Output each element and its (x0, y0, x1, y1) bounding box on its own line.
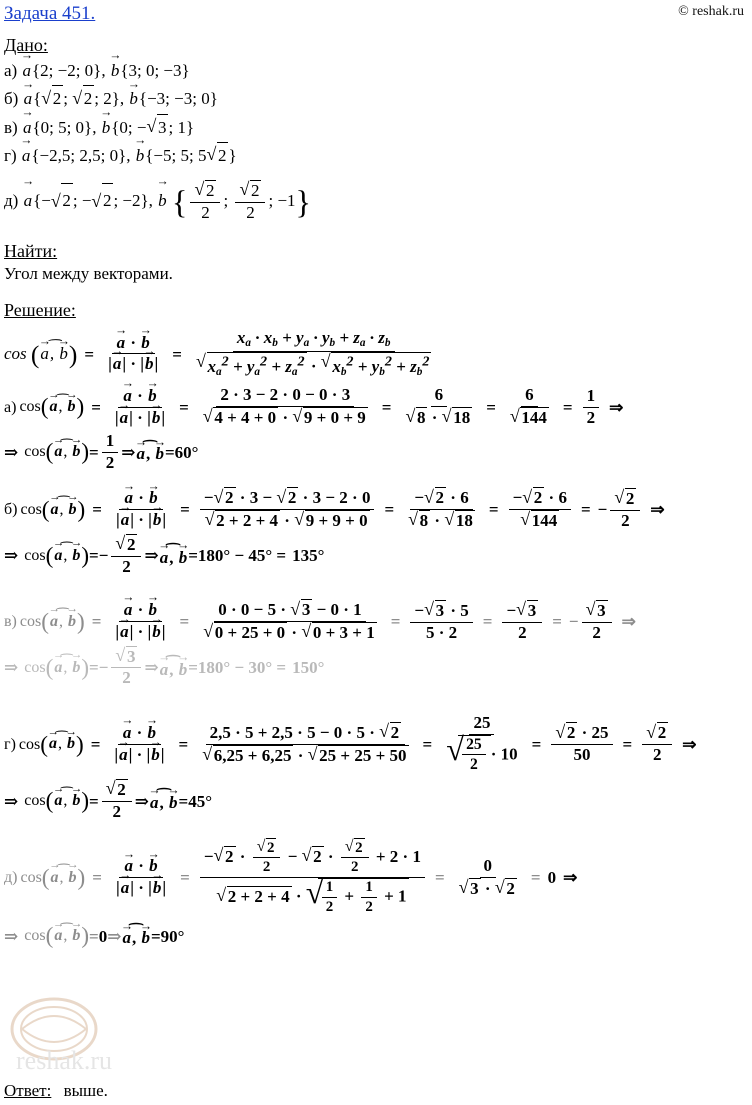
solution-row-d: д) cos(⌢ a →, b →) = $\frac{a \to \cdot b \to}{|a \to| \cdot |b \to|}$ = − √ 2 · √ $\frac{2}{2}$ − √ 2 · √ $\frac{2}{2}$ + 2 · 1 √ 2 + 2 + 4 · √ $\frac{1}{2}$ + $\frac{1}{2}$ + 1 = 0 √ 3 · √ 2 = 0 ⇒ (4, 839, 752, 917)
given-heading: Дано: (4, 35, 48, 55)
solution-a-result: $\frac{1}{2}$ (583, 386, 600, 428)
solution-d-step2: 0 √ 3 · √ 2 (455, 856, 521, 899)
solution-g-result: √ $\frac{2}{2}$ (642, 722, 672, 765)
solution-row-g: г) cos(⌢ a →, b →) = $\frac{a \to \cdot b \to}{|a \to| \cdot |b \to|}$ = 2,5 · 5 + 2,5 · 5 − 0 · 5 · √ 2 √ 6,25 + 6,25 · √ 25 + 25 + 50 = 25 √ $\frac{25}{2}$ · 10 = √ $\frac{2 \cdot 25}{50}$ = √ $\frac{2}{2}$ ⇒ (4, 714, 752, 776)
conclusion-d: ⇒ cos(⌢ a →, b →) = 0 ⇒ ⌢ a →, b → = 90° (4, 923, 752, 950)
solution-key-a: а) (4, 398, 17, 416)
solution-d-step1: − √ 2 · √ $\frac{2}{2}$ − √ 2 · √ $\frac{2}{2}$ + 2 · 1 √ 2 + 2 + 4 · √ $\frac{1}{2}$ + $\frac{1}{2}$ + 1 (200, 839, 425, 917)
solution-a-den-right: 9 + 0 + 9 (303, 408, 366, 428)
solution-a-num: 2 · 3 − 2 · 0 − 0 · 3 (216, 385, 354, 407)
solution-v-step2: $\frac{- √ 3 \cdot 5}{5 \cdot 2}$ (410, 600, 472, 643)
solution-v-step1: 0 · 0 − 5 · √ 3 − 0 · 1 √ 0 + 25 + 0 · √ 0 + 3 + 1 (199, 599, 380, 643)
angle-expr-v: 180° − 30° = (197, 658, 287, 678)
conclusion-b: ⇒ cos(⌢ a →, b →) = − √ $\frac{2}{2}$ ⇒ ⌢ a →, b → = 180° − 45° = 135° (4, 535, 752, 578)
solution-a-step2: 6 √ 8 · √ 18 (401, 385, 476, 428)
solution-a-den-left: 4 + 4 + 0 (214, 408, 277, 428)
given-item-g: г) a →{−2,5; 2,5; 0}, b →{−5; 5; 5 √ 2 } (4, 142, 752, 169)
given-item-b: б) a →{ √ 2 ; √ 2 ; 2}, b →{−3; −3; 0} (4, 85, 752, 112)
solution-b-step2: − √ 2 · 6 √ 8 · √ 18 (404, 487, 479, 531)
solution-b-sign: − (597, 500, 608, 520)
conclusion-v: ⇒ cos(⌢ a →, b →) = − √ $\frac{3}{2}$ ⇒ ⌢ a →, b → = 180° − 30° = 150° (4, 647, 752, 690)
answer-label: Ответ: (4, 1081, 52, 1100)
solution-row-b: б) cos(⌢ a →, b →) = $\frac{a \to \cdot b \to}{|a \to| \cdot |b \to|}$ = − √ 2 · 3 − √ 2 · 3 − 2 · 0 √ 2 + 2 + 4 · √ 9 + 9 + 0 = − √ 2 · 6 √ 8 · √ 18 = − √ 2 · 6 √ 144 = − √ $\frac{2}{2}$ ⇒ (4, 488, 752, 532)
task-link[interactable]: Задача 451. (4, 3, 96, 24)
solution-key-b: б) (4, 501, 18, 519)
page-header (0, 0, 752, 29)
angle-b: 135° (292, 546, 325, 566)
angle-v: 150° (292, 658, 325, 678)
solution-g-step3: √ $\frac{2 \cdot 25}{50}$ (551, 722, 612, 765)
general-formula: cos (⌢ a →, b →) = $\frac{a \to \cdot b \to}{|a \to| \cdot |b \to|}$ = $x_a \cdot x_b + y_a \cdot y_b + z_a \cdot z_b$ √ $x_a^2 + y_a^2 + z_a^2$ · √ $x_b^2 + y_b^2 + z_b^2$ (4, 329, 752, 380)
find-heading: Найти: (4, 240, 58, 261)
cos-text: cos (4, 343, 27, 363)
solution-heading: Решение: (4, 299, 76, 320)
angle-a: 60° (174, 442, 199, 462)
watermark-text: reshak.ru (16, 1046, 113, 1075)
given-key-a: а) (4, 61, 18, 80)
answer-text: выше. (63, 1081, 108, 1100)
site-credit: © reshak.ru (678, 4, 744, 19)
solution-a-step1: 2 · 3 − 2 · 0 − 0 · 3 √ 4 + 4 + 0 · √ 9 + 0 + 9 (199, 385, 372, 428)
given-item-v: в) a →{0; 5; 0}, b →{0; − √ 3 ; 1} (4, 114, 752, 141)
solution-row-v: в) cos(⌢ a →, b →) = $\frac{a \to \cdot b \to}{|a \to| \cdot |b \to|}$ = 0 · 0 − 5 · √ 3 − 0 · 1 √ 0 + 25 + 0 · √ 0 + 3 + 1 = $\frac{- √ 3 \cdot 5}{5 \cdot 2}$ = $\frac{- √ 3}{2}$ = − √ $\frac{3}{2}$ ⇒ (4, 600, 752, 644)
solution-d-result: 0 (547, 868, 557, 888)
given-key-v: в) (4, 117, 18, 137)
angle-d: 90° (160, 926, 185, 946)
formula-dot-over-mod: $\frac{a \to \cdot b \to}{|a \to| \cdot |b \to|}$ (104, 333, 162, 375)
solution-key-g: г) (4, 736, 16, 753)
angle-expr-b: 180° − 45° = (197, 546, 287, 566)
solution-v-step3: $\frac{- √ 3}{2}$ (502, 600, 542, 643)
watermark-logo (8, 981, 158, 1077)
solution-g-step2: 25 √ $\frac{25}{2}$ · 10 (442, 713, 521, 775)
formula-expanded: $x_a \cdot x_b + y_a \cdot y_b + z_a \cdot z_b$ √ $x_a^2 + y_a^2 + z_a^2$ · √ $x_b^2 + y_b^2 + z_b^2$ (192, 328, 435, 379)
angle-g: 45° (188, 791, 213, 811)
solution-a-step3: 6 √ 144 (506, 385, 553, 428)
solution-v-result: √ $\frac{3}{2}$ (582, 600, 612, 643)
given-key-g: г) (4, 146, 17, 166)
solution-b-result: √ $\frac{2}{2}$ (610, 488, 640, 531)
solution-b-step1: − √ 2 · 3 − √ 2 · 3 − 2 · 0 √ 2 + 2 + 4 · √ 9 + 9 + 0 (200, 487, 375, 531)
given-item-a: а) a →{2; −2; 0}, b →{3; 0; −3} (4, 58, 752, 84)
solution-row-a: а) cos(⌢ a →, b →) = $\frac{a \to \cdot b \to}{|a \to| \cdot |b \to|}$ = 2 · 3 − 2 · 0 − 0 · 3 √ 4 + 4 + 0 · √ 9 + 0 + 9 = 6 √ 8 · √ 18 = 6 √ 144 = $\frac{1}{2}$ ⇒ (4, 386, 752, 429)
conclusion-a: ⇒ cos(⌢ a →, b →) = $\frac{1}{2}$ ⇒ ⌢ a →, b → = 60° (4, 432, 752, 474)
find-text: Угол между векторами. (4, 263, 173, 283)
given-key-d: д) (4, 191, 19, 211)
solution-key-v: в) (4, 613, 17, 631)
solution-b-step3: − √ 2 · 6 √ 144 (509, 487, 571, 531)
solution-g-step1: 2,5 · 5 + 2,5 · 5 − 0 · 5 · √ 2 √ 6,25 + 6,25 · √ 25 + 25 + 50 (198, 722, 412, 766)
solution-key-d: д) (4, 869, 18, 887)
conclusion-g: ⇒ cos(⌢ a →, b →) = √ $\frac{2}{2}$ ⇒ ⌢ a →, b → = 45° (4, 780, 752, 823)
answer-line (4, 1081, 108, 1101)
given-item-d: д) a →{− √ 2 ; − √ 2 ; −2}, b → { √ $\frac{2}{2}$ ; √ $\frac{2}{2}$ ; −1} (4, 170, 752, 235)
given-key-b: б) (4, 89, 19, 109)
